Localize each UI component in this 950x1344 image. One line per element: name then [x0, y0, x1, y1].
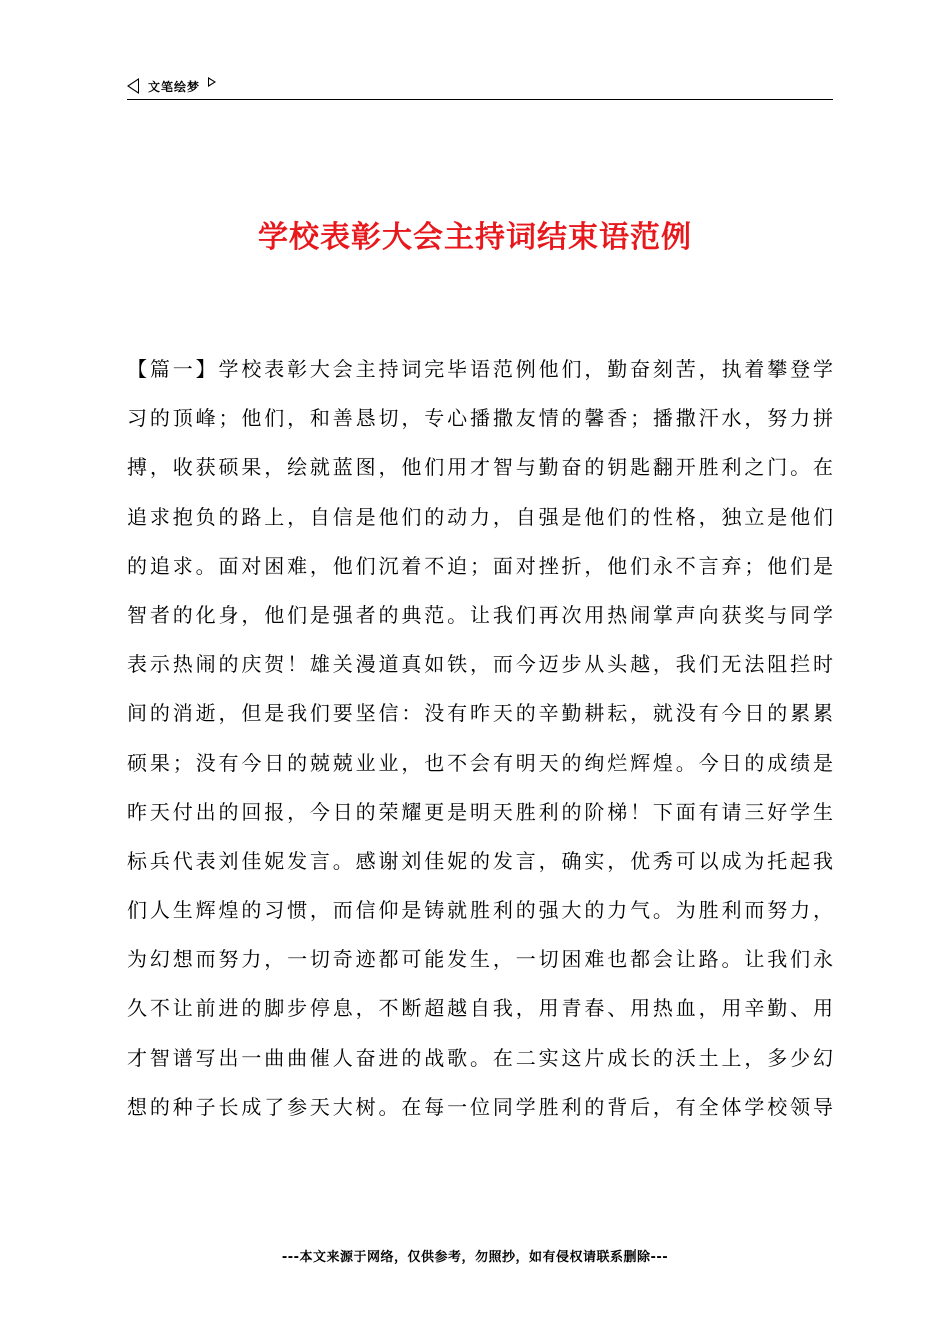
body-line: 搏，收获硕果，绘就蓝图，他们用才智与勤奋的钥匙翻开胜利之门。在	[127, 455, 833, 480]
header-brand: 文笔绘梦	[148, 79, 201, 94]
body-line: 【篇一】学校表彰大会主持词完毕语范例他们，勤奋刻苦，执着攀登学	[127, 357, 833, 381]
document-title: 学校表彰大会主持词结束语范例	[258, 220, 692, 255]
body-line: 习的顶峰；他们，和善恳切，专心播撒友情的馨香；播撒汗水，努力拼	[127, 406, 833, 431]
body-line: 间的消逝，但是我们要坚信：没有昨天的辛勤耕耘，就没有今日的累累	[127, 701, 833, 726]
body-line: 表示热闹的庆贺！雄关漫道真如铁，而今迈步从头越，我们无法阻拦时	[127, 652, 833, 677]
footer-notice: ---本文来源于网络，仅供参考，勿照抄，如有侵权请联系删除---	[281, 1250, 669, 1265]
left-triangle-icon	[127, 78, 139, 94]
body-line: 硕果；没有今日的兢兢业业，也不会有明天的绚烂辉煌。今日的成绩是	[127, 750, 833, 775]
body-line: 才智谱写出一曲曲催人奋进的战歌。在二实这片成长的沃土上，多少幻	[127, 1045, 833, 1070]
body-line: 昨天付出的回报，今日的荣耀更是明天胜利的阶梯！下面有请三好学生	[127, 799, 833, 824]
body-line: 追求抱负的路上，自信是他们的动力，自强是他们的性格，独立是他们	[127, 504, 833, 529]
body-line: 久不让前进的脚步停息，不断超越自我，用青春、用热血，用辛勤、用	[127, 996, 833, 1021]
right-triangle-icon	[208, 77, 216, 87]
body-line: 智者的化身，他们是强者的典范。让我们再次用热闹掌声向获奖与同学	[127, 602, 833, 627]
document-body	[127, 345, 833, 1155]
body-line: 标兵代表刘佳妮发言。感谢刘佳妮的发言，确实，优秀可以成为托起我	[127, 848, 833, 873]
body-line: 的追求。面对困难，他们沉着不迫；面对挫折，他们永不言弃；他们是	[127, 553, 833, 578]
body-line: 为幻想而努力，一切奇迹都可能发生，一切困难也都会让路。让我们永	[127, 947, 833, 972]
page-header	[127, 73, 833, 100]
body-line: 想的种子长成了参天大树。在每一位同学胜利的背后，有全体学校领导	[127, 1094, 833, 1119]
body-line: 们人生辉煌的习惯，而信仰是铸就胜利的强大的力气。为胜利而努力，	[127, 898, 833, 923]
